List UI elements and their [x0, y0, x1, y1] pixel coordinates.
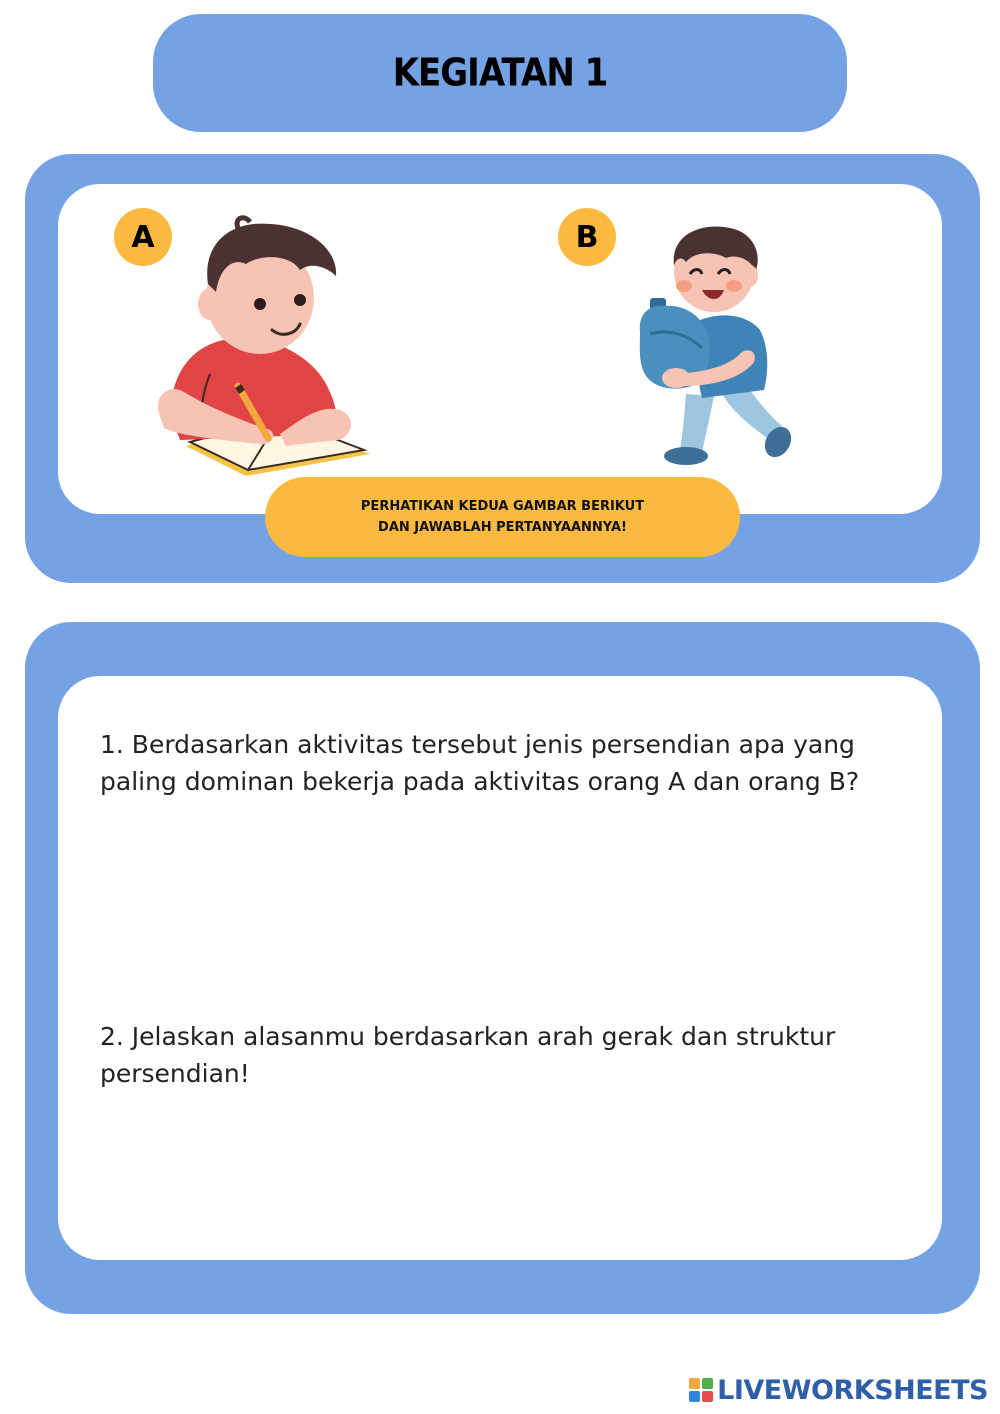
brand-name: LIVEWORKSHEETS [717, 1374, 988, 1406]
label-b-badge: B [558, 208, 616, 266]
instruction-line-1: PERHATIKAN KEDUA GAMBAR BERIKUT [360, 499, 645, 514]
boy-writing-illustration [150, 214, 378, 480]
page-title: KEGIATAN 1 [392, 50, 608, 96]
logo-grid-icon [689, 1378, 713, 1402]
liveworksheets-logo [689, 1372, 988, 1408]
label-a-badge: A [114, 208, 172, 266]
instruction-line-2: DAN JAWABLAH PERTANYAANNYA! [378, 520, 627, 535]
instruction-banner [265, 477, 740, 557]
title-banner [153, 14, 847, 132]
boy-carrying-illustration [630, 224, 796, 468]
question-1: 1. Berdasarkan aktivitas tersebut jenis persendian apa yang paling dominan bekerja pada aktivitas orang A dan orang B? [100, 730, 860, 796]
question-2: 2. Jelaskan alasanmu berdasarkan arah gerak dan struktur persendian! [100, 1022, 836, 1088]
